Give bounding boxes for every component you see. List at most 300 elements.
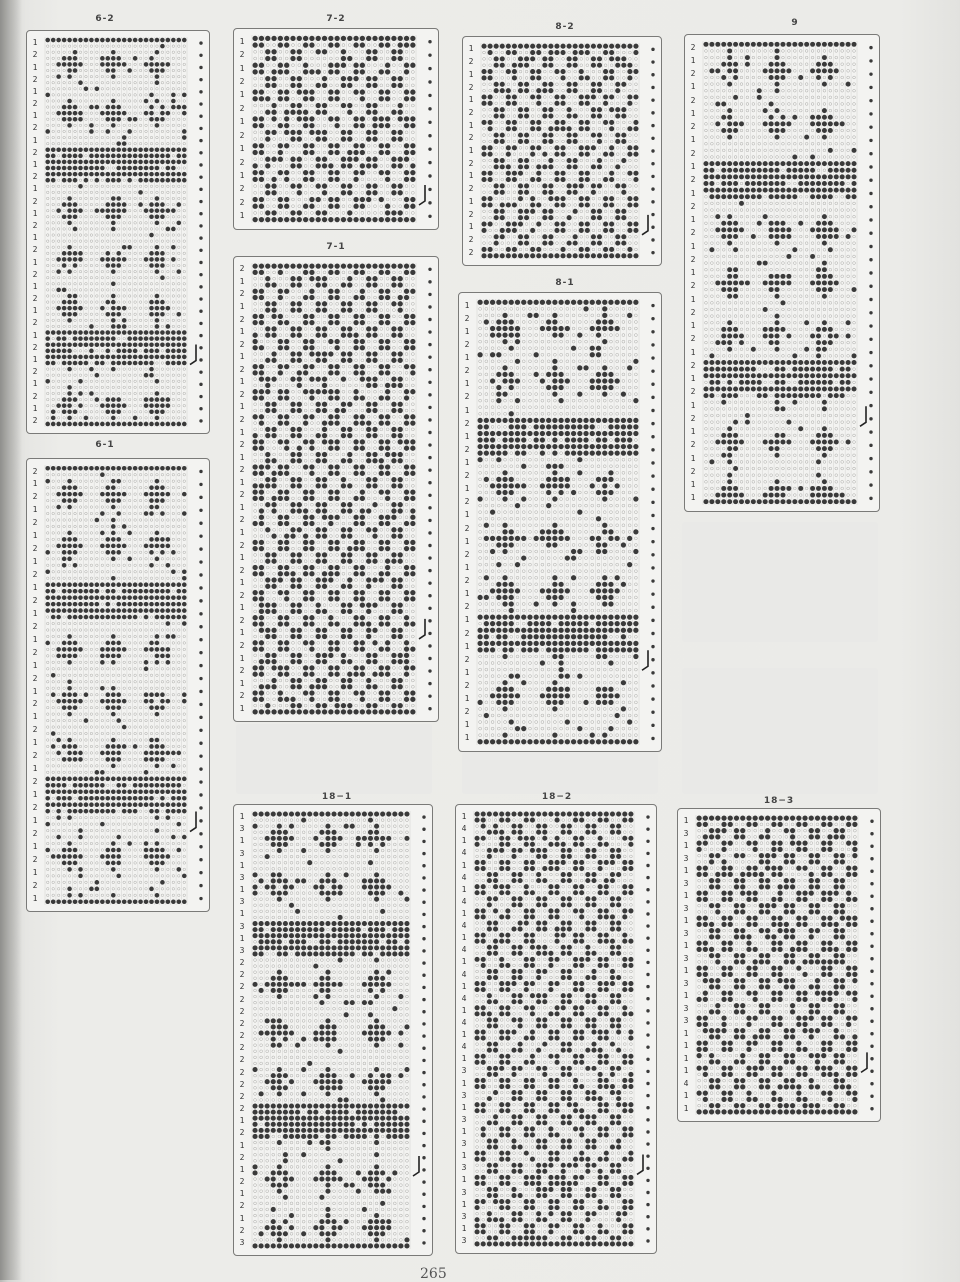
row-marker: 2 xyxy=(462,315,472,323)
row-marker: 1 xyxy=(459,1128,469,1136)
row-marker: 1 xyxy=(237,680,247,688)
row-marker: 1 xyxy=(30,307,40,315)
row-marker: 1 xyxy=(30,532,40,540)
row-marker: 2 xyxy=(30,246,40,254)
punch-grid xyxy=(463,37,661,265)
row-marker: 2 xyxy=(688,123,698,131)
row-marker: 2 xyxy=(688,229,698,237)
row-marker: 1 xyxy=(30,843,40,851)
card-label-8-1: 8-1 xyxy=(505,278,625,288)
row-marker: 2 xyxy=(30,295,40,303)
row-marker: 2 xyxy=(237,516,247,524)
row-marker: 1 xyxy=(462,695,472,703)
row-marker: 1 xyxy=(462,643,472,651)
row-marker: 1 xyxy=(30,64,40,72)
row-marker: 1 xyxy=(237,910,247,918)
row-marker: 2 xyxy=(30,198,40,206)
row-marker: 1 xyxy=(688,243,698,251)
row-marker: 1 xyxy=(237,1190,247,1198)
card-label-6-1: 6-1 xyxy=(45,440,165,450)
row-marker: 2 xyxy=(237,316,247,324)
row-marker: 2 xyxy=(30,149,40,157)
book-spine-shadow xyxy=(0,0,22,1280)
row-marker: 2 xyxy=(237,491,247,499)
row-marker: 2 xyxy=(30,173,40,181)
punch-card xyxy=(233,28,439,230)
row-marker: 1 xyxy=(237,604,247,612)
row-marker: 2 xyxy=(237,1129,247,1137)
row-marker: 1 xyxy=(237,1215,247,1223)
row-marker: 3 xyxy=(459,1092,469,1100)
row-marker: 2 xyxy=(466,160,476,168)
row-marker: 3 xyxy=(459,1237,469,1245)
row-marker: 1 xyxy=(237,65,247,73)
row-marker: 1 xyxy=(688,494,698,502)
row-marker: 1 xyxy=(30,869,40,877)
row-marker: 2 xyxy=(237,132,247,140)
punch-grid xyxy=(459,293,661,751)
faded-card-ghost xyxy=(682,668,878,794)
row-marker: 1 xyxy=(466,198,476,206)
row-marker: 1 xyxy=(466,122,476,130)
row-marker: 1 xyxy=(462,354,472,362)
row-marker: 4 xyxy=(459,898,469,906)
row-marker: 2 xyxy=(688,415,698,423)
faded-card-ghost xyxy=(236,724,432,794)
row-marker: 1 xyxy=(462,485,472,493)
row-marker: 2 xyxy=(237,592,247,600)
row-marker: 1 xyxy=(688,402,698,410)
row-marker: 2 xyxy=(237,1008,247,1016)
punch-grid xyxy=(685,35,879,511)
row-marker: 2 xyxy=(688,468,698,476)
row-marker: 2 xyxy=(237,366,247,374)
row-marker: 1 xyxy=(466,96,476,104)
row-marker: 1 xyxy=(237,935,247,943)
punch-card xyxy=(684,34,880,512)
row-marker: 2 xyxy=(462,446,472,454)
row-marker: 1 xyxy=(459,886,469,894)
row-marker: 1 xyxy=(681,842,691,850)
row-marker: 1 xyxy=(459,934,469,942)
row-marker: 1 xyxy=(237,862,247,870)
row-marker: 1 xyxy=(462,511,472,519)
row-marker: 1 xyxy=(237,629,247,637)
row-marker: 2 xyxy=(237,996,247,1004)
row-marker: 2 xyxy=(237,416,247,424)
row-marker: 1 xyxy=(30,895,40,903)
card-label-8-2: 8-2 xyxy=(505,22,625,32)
row-marker: 4 xyxy=(459,1019,469,1027)
punch-grid xyxy=(27,459,209,911)
row-marker: 2 xyxy=(688,282,698,290)
row-marker: 1 xyxy=(237,837,247,845)
row-marker: 1 xyxy=(462,302,472,310)
row-marker: 1 xyxy=(688,296,698,304)
row-marker: 1 xyxy=(30,161,40,169)
row-marker: 2 xyxy=(237,1154,247,1162)
row-marker: 1 xyxy=(462,433,472,441)
punch-grid xyxy=(27,31,209,433)
row-marker: 1 xyxy=(30,636,40,644)
row-marker: 1 xyxy=(237,378,247,386)
row-marker: 1 xyxy=(30,584,40,592)
row-marker: 2 xyxy=(30,700,40,708)
row-marker: 2 xyxy=(237,290,247,298)
row-marker: 2 xyxy=(237,542,247,550)
row-marker: 1 xyxy=(681,1105,691,1113)
row-marker: 1 xyxy=(30,739,40,747)
row-marker: 1 xyxy=(688,190,698,198)
row-marker: 1 xyxy=(466,45,476,53)
row-marker: 2 xyxy=(462,525,472,533)
punch-grid xyxy=(234,805,432,1255)
row-marker: 2 xyxy=(30,649,40,657)
row-marker: 1 xyxy=(466,223,476,231)
row-marker: 1 xyxy=(681,992,691,1000)
row-marker: 1 xyxy=(237,91,247,99)
row-marker: 1 xyxy=(462,328,472,336)
row-marker: 2 xyxy=(30,856,40,864)
row-marker: 1 xyxy=(30,137,40,145)
row-marker: 1 xyxy=(688,375,698,383)
row-marker: 2 xyxy=(688,150,698,158)
row-marker: 2 xyxy=(30,319,40,327)
row-marker: 1 xyxy=(30,405,40,413)
row-marker: 4 xyxy=(681,1080,691,1088)
row-marker: 2 xyxy=(237,1020,247,1028)
row-marker: 3 xyxy=(681,1017,691,1025)
page-number: 265 xyxy=(420,1266,447,1282)
row-marker: 2 xyxy=(688,97,698,105)
row-marker: 1 xyxy=(459,1007,469,1015)
row-marker: 2 xyxy=(30,675,40,683)
row-marker: 1 xyxy=(466,71,476,79)
row-marker: 1 xyxy=(459,1201,469,1209)
row-marker: 1 xyxy=(459,1055,469,1063)
row-marker: 4 xyxy=(459,825,469,833)
row-marker: 1 xyxy=(237,554,247,562)
row-marker: 1 xyxy=(462,459,472,467)
row-marker: 2 xyxy=(30,571,40,579)
row-marker: 2 xyxy=(237,265,247,273)
row-marker: 1 xyxy=(30,765,40,773)
row-marker: 1 xyxy=(462,407,472,415)
row-marker: 2 xyxy=(466,109,476,117)
row-marker: 2 xyxy=(30,368,40,376)
faded-card-ghost xyxy=(682,522,878,642)
row-marker: 1 xyxy=(30,210,40,218)
row-marker: 2 xyxy=(30,468,40,476)
row-marker: 1 xyxy=(688,57,698,65)
row-marker: 3 xyxy=(459,1189,469,1197)
row-marker: 1 xyxy=(688,110,698,118)
row-marker: 1 xyxy=(30,506,40,514)
row-marker: 2 xyxy=(237,441,247,449)
row-marker: 1 xyxy=(681,892,691,900)
row-marker: 2 xyxy=(466,211,476,219)
row-marker: 2 xyxy=(30,752,40,760)
row-marker: 2 xyxy=(237,642,247,650)
row-marker: 4 xyxy=(459,922,469,930)
row-marker: 1 xyxy=(462,538,472,546)
row-marker: 2 xyxy=(237,959,247,967)
row-marker: 1 xyxy=(688,455,698,463)
row-marker: 2 xyxy=(462,551,472,559)
row-marker: 2 xyxy=(466,249,476,257)
row-marker: 1 xyxy=(237,454,247,462)
row-marker: 1 xyxy=(459,1225,469,1233)
row-marker: 2 xyxy=(466,84,476,92)
punch-card xyxy=(455,804,657,1254)
row-marker: 1 xyxy=(459,910,469,918)
row-marker: 3 xyxy=(681,955,691,963)
row-marker: 3 xyxy=(681,880,691,888)
row-marker: 2 xyxy=(466,58,476,66)
row-marker: 1 xyxy=(462,669,472,677)
row-marker: 2 xyxy=(462,656,472,664)
row-marker: 2 xyxy=(462,577,472,585)
row-marker: 1 xyxy=(30,332,40,340)
punch-card xyxy=(233,804,433,1256)
row-marker: 1 xyxy=(30,817,40,825)
row-marker: 1 xyxy=(30,713,40,721)
row-marker: 2 xyxy=(237,617,247,625)
row-marker: 2 xyxy=(30,100,40,108)
row-marker: 1 xyxy=(30,610,40,618)
row-marker: 2 xyxy=(30,545,40,553)
punch-grid xyxy=(234,257,438,721)
row-marker: 1 xyxy=(459,862,469,870)
row-marker: 1 xyxy=(688,269,698,277)
punch-card xyxy=(458,292,662,752)
row-marker: 3 xyxy=(237,898,247,906)
row-marker: 2 xyxy=(688,388,698,396)
row-marker: 2 xyxy=(30,778,40,786)
row-marker: 1 xyxy=(30,259,40,267)
row-marker: 2 xyxy=(688,256,698,264)
row-marker: 2 xyxy=(237,1081,247,1089)
row-marker: 2 xyxy=(237,983,247,991)
card-label-6-2: 6-2 xyxy=(45,14,165,24)
row-marker: 2 xyxy=(688,362,698,370)
row-marker: 2 xyxy=(30,882,40,890)
row-marker: 2 xyxy=(688,70,698,78)
row-marker: 1 xyxy=(30,112,40,120)
row-marker: 2 xyxy=(466,236,476,244)
row-marker: 1 xyxy=(237,1142,247,1150)
row-marker: 1 xyxy=(688,163,698,171)
row-marker: 2 xyxy=(462,341,472,349)
row-marker: 2 xyxy=(237,199,247,207)
row-marker: 2 xyxy=(462,367,472,375)
row-marker: 1 xyxy=(30,283,40,291)
card-label-7-1: 7-1 xyxy=(276,242,396,252)
row-marker: 1 xyxy=(237,705,247,713)
row-marker: 1 xyxy=(681,867,691,875)
row-marker: 3 xyxy=(681,905,691,913)
row-marker: 2 xyxy=(30,222,40,230)
row-marker: 3 xyxy=(459,1213,469,1221)
row-marker: 1 xyxy=(459,1031,469,1039)
row-marker: 1 xyxy=(462,564,472,572)
row-marker: 3 xyxy=(237,874,247,882)
row-marker: 2 xyxy=(237,185,247,193)
row-marker: 2 xyxy=(237,667,247,675)
row-marker: 1 xyxy=(30,791,40,799)
row-marker: 2 xyxy=(462,630,472,638)
row-marker: 3 xyxy=(237,923,247,931)
row-marker: 2 xyxy=(237,51,247,59)
row-marker: 3 xyxy=(459,1067,469,1075)
row-marker: 2 xyxy=(462,420,472,428)
row-marker: 1 xyxy=(30,688,40,696)
row-marker: 1 xyxy=(681,917,691,925)
row-marker: 1 xyxy=(30,185,40,193)
row-marker: 1 xyxy=(688,481,698,489)
row-marker: 2 xyxy=(237,1105,247,1113)
row-marker: 2 xyxy=(30,51,40,59)
row-marker: 1 xyxy=(30,662,40,670)
row-marker: 2 xyxy=(237,1069,247,1077)
row-marker: 4 xyxy=(459,971,469,979)
row-marker: 1 xyxy=(237,655,247,663)
row-marker: 1 xyxy=(688,322,698,330)
row-marker: 1 xyxy=(30,380,40,388)
row-marker: 1 xyxy=(237,1117,247,1125)
row-marker: 1 xyxy=(681,1067,691,1075)
row-marker: 1 xyxy=(459,1080,469,1088)
card-label-18-1: 18−1 xyxy=(277,792,397,802)
row-marker: 3 xyxy=(681,830,691,838)
row-marker: 1 xyxy=(237,145,247,153)
row-marker: 2 xyxy=(237,692,247,700)
row-marker: 1 xyxy=(30,480,40,488)
row-marker: 2 xyxy=(237,1202,247,1210)
row-marker: 1 xyxy=(681,1042,691,1050)
card-label-18-3: 18−3 xyxy=(719,796,839,806)
row-marker: 1 xyxy=(681,942,691,950)
punch-card xyxy=(677,808,881,1122)
row-marker: 1 xyxy=(237,38,247,46)
row-marker: 1 xyxy=(681,967,691,975)
row-marker: 1 xyxy=(237,328,247,336)
row-marker: 1 xyxy=(237,278,247,286)
row-marker: 2 xyxy=(237,78,247,86)
row-marker: 2 xyxy=(237,1032,247,1040)
row-marker: 2 xyxy=(237,391,247,399)
card-label-18-2: 18−2 xyxy=(497,792,617,802)
row-marker: 1 xyxy=(30,558,40,566)
row-marker: 3 xyxy=(237,947,247,955)
row-marker: 2 xyxy=(466,134,476,142)
row-marker: 3 xyxy=(681,855,691,863)
row-marker: 1 xyxy=(681,1092,691,1100)
row-marker: 4 xyxy=(459,849,469,857)
row-marker: 2 xyxy=(688,203,698,211)
row-marker: 2 xyxy=(237,971,247,979)
row-marker: 1 xyxy=(237,353,247,361)
row-marker: 1 xyxy=(466,172,476,180)
row-marker: 2 xyxy=(462,682,472,690)
row-marker: 1 xyxy=(459,958,469,966)
row-marker: 2 xyxy=(462,708,472,716)
row-marker: 1 xyxy=(30,356,40,364)
row-marker: 2 xyxy=(30,830,40,838)
row-marker: 1 xyxy=(237,118,247,126)
row-marker: 2 xyxy=(237,466,247,474)
faded-card-ghost xyxy=(462,752,658,794)
row-marker: 1 xyxy=(459,983,469,991)
row-marker: 3 xyxy=(459,1140,469,1148)
row-marker: 4 xyxy=(459,946,469,954)
row-marker: 1 xyxy=(237,303,247,311)
row-marker: 1 xyxy=(462,380,472,388)
row-marker: 1 xyxy=(466,147,476,155)
row-marker: 1 xyxy=(462,721,472,729)
punch-grid xyxy=(678,809,880,1121)
row-marker: 2 xyxy=(462,603,472,611)
row-marker: 2 xyxy=(30,393,40,401)
row-marker: 1 xyxy=(30,39,40,47)
row-marker: 1 xyxy=(237,529,247,537)
row-marker: 3 xyxy=(681,980,691,988)
row-marker: 1 xyxy=(459,813,469,821)
row-marker: 1 xyxy=(237,212,247,220)
row-marker: 2 xyxy=(237,1044,247,1052)
row-marker: 1 xyxy=(688,349,698,357)
row-marker: 3 xyxy=(681,930,691,938)
row-marker: 1 xyxy=(688,136,698,144)
row-marker: 2 xyxy=(30,124,40,132)
row-marker: 3 xyxy=(681,1005,691,1013)
row-marker: 1 xyxy=(688,83,698,91)
row-marker: 1 xyxy=(688,216,698,224)
punch-grid xyxy=(234,29,438,229)
row-marker: 2 xyxy=(688,44,698,52)
punch-card xyxy=(233,256,439,722)
punch-grid xyxy=(456,805,656,1253)
row-marker: 2 xyxy=(30,493,40,501)
row-marker: 2 xyxy=(237,159,247,167)
row-marker: 1 xyxy=(681,817,691,825)
row-marker: 2 xyxy=(30,623,40,631)
punch-card xyxy=(462,36,662,266)
row-marker: 2 xyxy=(30,804,40,812)
row-marker: 3 xyxy=(237,850,247,858)
row-marker: 2 xyxy=(30,417,40,425)
row-marker: 1 xyxy=(237,813,247,821)
row-marker: 1 xyxy=(237,172,247,180)
row-marker: 1 xyxy=(237,403,247,411)
row-marker: 2 xyxy=(462,498,472,506)
row-marker: 1 xyxy=(688,428,698,436)
row-marker: 2 xyxy=(237,1227,247,1235)
row-marker: 1 xyxy=(237,504,247,512)
row-marker: 1 xyxy=(459,1176,469,1184)
row-marker: 3 xyxy=(237,825,247,833)
row-marker: 2 xyxy=(466,185,476,193)
row-marker: 2 xyxy=(237,341,247,349)
card-label-7-2: 7-2 xyxy=(276,14,396,24)
row-marker: 2 xyxy=(237,1056,247,1064)
row-marker: 2 xyxy=(237,1093,247,1101)
row-marker: 2 xyxy=(30,726,40,734)
row-marker: 2 xyxy=(688,176,698,184)
row-marker: 1 xyxy=(681,1030,691,1038)
row-marker: 2 xyxy=(30,519,40,527)
row-marker: 1 xyxy=(30,88,40,96)
